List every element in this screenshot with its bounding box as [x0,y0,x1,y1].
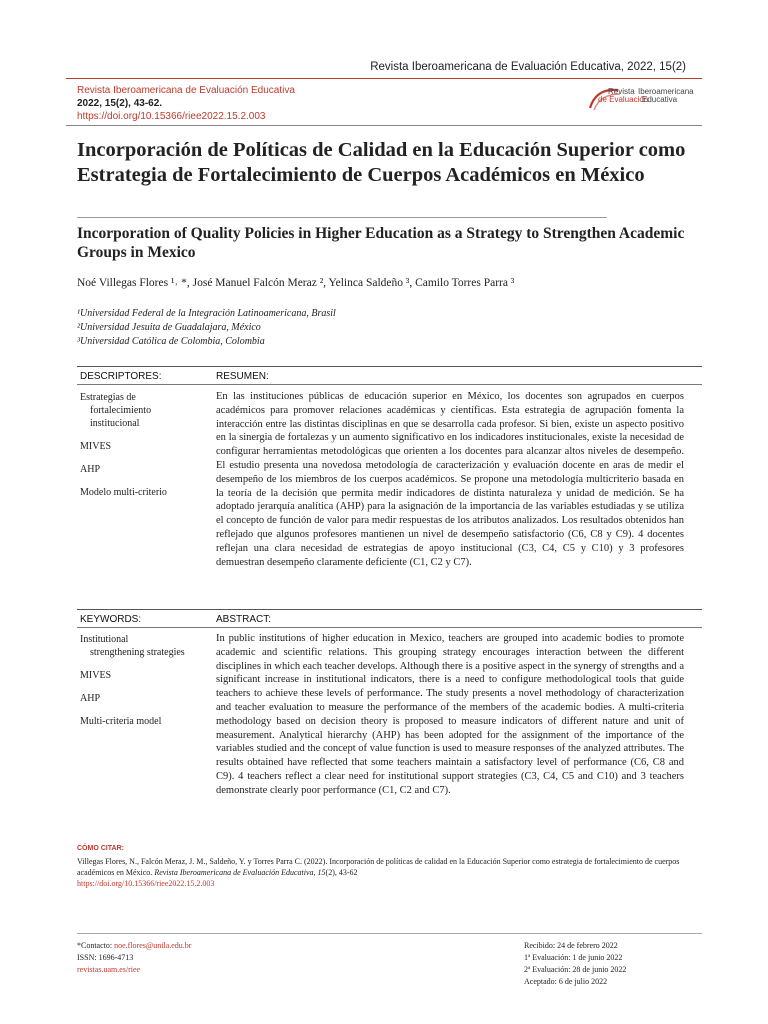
keyword-text: Multi-criteria model [80,716,162,727]
list-item [80,440,200,453]
list-item [80,486,200,499]
header-rule [66,78,702,79]
title-english: Incorporation of Quality Policies in Higher Education as a Strategy to Strengthen Academic Groups in Mexico [77,225,685,261]
citation [77,856,697,889]
list-item [80,669,200,682]
descriptores-list [80,391,200,509]
resumen-label: RESUMEN: [216,371,269,382]
keywords-list [80,633,200,738]
running-head: Revista Iberoamericana de Evaluación Educativa, 2022, 15(2) [370,61,686,73]
footer-divider [77,933,702,934]
citation-doi-link[interactable]: https://doi.org/10.15366/riee2022.15.2.003 [77,879,215,888]
issn: ISSN: 1696-4713 [77,953,134,962]
keyword-text: Institutional [80,634,129,645]
resumen-text: En las instituciones públicas de educación superior en México, los docentes son agrupados en cuerpos académicos para promover relaciones académicas y científicas. Esta estrategia de agrupación fomenta la interacción entre las distintas disciplinas en que se desarrolla cada profesor. Si bien, existe un aspecto positivo en la sinergia de fortalezas y un aumento significativo en los indicadores institucionales, existe la necesidad de configurar herramientas metodológicas que orienten a los docentes para alcanzar altos niveles de desempeño. El estudio presenta una novedosa metodología de caracterización y evaluación docente en aras de medir el desempeño de los miembros de los cuerpos académicos. Se propone una metodología multicriterio basada en la teoría de la decisión que permita medir indicadores de distinta naturaleza y unidad de medición. Se ha adoptado jerarquía analítica (AHP) para la asignación de la importancia de las variables estudiadas y se utiliza el concepto de función de valor para medir respuestas de los atributos analizados. Los resultados obtenidos han reflejado que algunos profesores mantienen un nivel de desempeño satisfactorio (C6, C8 y C9). 4 docentes reflejan una clara necesidad de estrategias de apoyo institucional (C3, C4, C5 y C10) y 3 profesores demuestran desempeño claramente deficiente (C1, C2 y C7). [216,391,684,568]
section-rule-top [77,366,702,367]
descriptor-text: fortalecimiento [90,405,152,416]
journal-logo [586,84,696,116]
citation-issue: (2), 43-62 [325,868,358,877]
affiliation-3: ³Universidad Católica de Colombia, Colombia [77,336,265,347]
abstract-text: In public institutions of higher education in Mexico, teachers are grouped into academic bodies to promote academic and scientific relations. This grouping strategy encourages interaction between the different disciplines in which each teacher develops. Although there is a positive aspect in the synergy of strengths and a significant increase in institutional indicators, there is a need to configure methodological tools that guide teachers to achieve these levels of performance. The study presents a novel methodology of characterization and teacher evaluation to measure the performance of the members of the academic bodies. A multi-criteria methodology based on decision theory is proposed to measure indicators of different nature and unit of measurement. Analytical hierarchy (AHP) has been adopted for the assignment of the importance of the variables studied and the concept of value function is used to measure responses of the analyzed attributes. The results obtained have reflected that some teachers maintain a satisfactory level of performance (C6, C8 and C9). 4 teachers reflect a clear need for institutional support strategies (C3, C4, C5 and C10) and 3 teachers demonstrate clearly poor performance (C1, C2 and C7). [216,633,684,796]
list-item [80,391,200,430]
keywords-label: KEYWORDS: [80,614,142,625]
date-eval-2: 2ª Evaluación: 28 de junio 2022 [524,965,627,974]
descriptor-text: Modelo multi-criterio [80,487,167,498]
journal-name: Revista Iberoamericana de Evaluación Educativa [77,85,295,96]
logo-word-evaluacion: de Evaluación [598,95,649,104]
descriptores-label: DESCRIPTORES: [80,371,162,382]
keyword-text: strengthening strategies [90,647,185,658]
title-spanish: Incorporación de Políticas de Calidad en la Educación Superior como Estrategia de Fortalecimiento de Cuerpos Académicos en México [77,139,686,186]
logo-word-revista: Revista [608,87,635,96]
site-link[interactable]: revistas.uam.es/riee [77,965,141,974]
footer-dates [524,940,626,988]
list-item [80,715,200,728]
journal-info [77,84,295,123]
date-eval-1: 1ª Evaluación: 1 de junio 2022 [524,953,623,962]
logo-word-iberoamericana: Iberoamericana [638,87,694,96]
list-item [80,692,200,705]
footer-contact [77,940,191,976]
title-divider [77,217,607,218]
keyword-text: AHP [80,693,101,704]
journal-doi-link[interactable]: https://doi.org/10.15366/riee2022.15.2.003 [77,111,266,122]
descriptor-text: MIVES [80,441,112,452]
journal-issue: 2022, 15(2), 43-62. [77,98,163,109]
contact-label: *Contacto: [77,941,115,950]
affiliation-2: ²Universidad Jesuita de Guadalajara, México [77,322,261,333]
descriptor-text: AHP [80,464,101,475]
contact-email-link[interactable]: noe.flores@unila.edu.br [114,941,192,950]
descriptor-text: institucional [90,418,140,429]
abstract-label: ABSTRACT: [216,614,272,625]
date-received: Recibido: 24 de febrero 2022 [524,941,618,950]
cite-label: CÓMO CITAR: [77,845,124,852]
section-rule-sub-en [77,627,702,628]
keyword-text: MIVES [80,670,112,681]
date-accepted: Aceptado: 6 de julio 2022 [524,977,608,986]
list-item [80,633,200,659]
section-rule-sub [77,384,702,385]
list-item [80,463,200,476]
section-rule-top-en [77,609,702,610]
logo-word-educativa: Educativa [642,95,678,104]
citation-journal: Revista Iberoamericana de Evaluación Educativa, 15 [154,868,326,877]
affiliation-1: ¹Universidad Federal de la Integración Latinoamericana, Brasil [77,308,336,319]
citation-text: Villegas Flores, N., Falcón Meraz, J. M., Saldeño, Y. y Torres Parra C. (2022). Incorporación de políticas de calidad en la Educación Superior como estrategia de fortalecimiento de cuerpos académicos en México. [77,857,680,877]
authors: Noé Villegas Flores ¹˒ *, José Manuel Falcón Meraz ², Yelinca Saldeño ³, Camilo Torres Parra ³ [77,277,515,289]
header-divider [66,125,702,126]
descriptor-text: Estrategias de [80,392,136,403]
